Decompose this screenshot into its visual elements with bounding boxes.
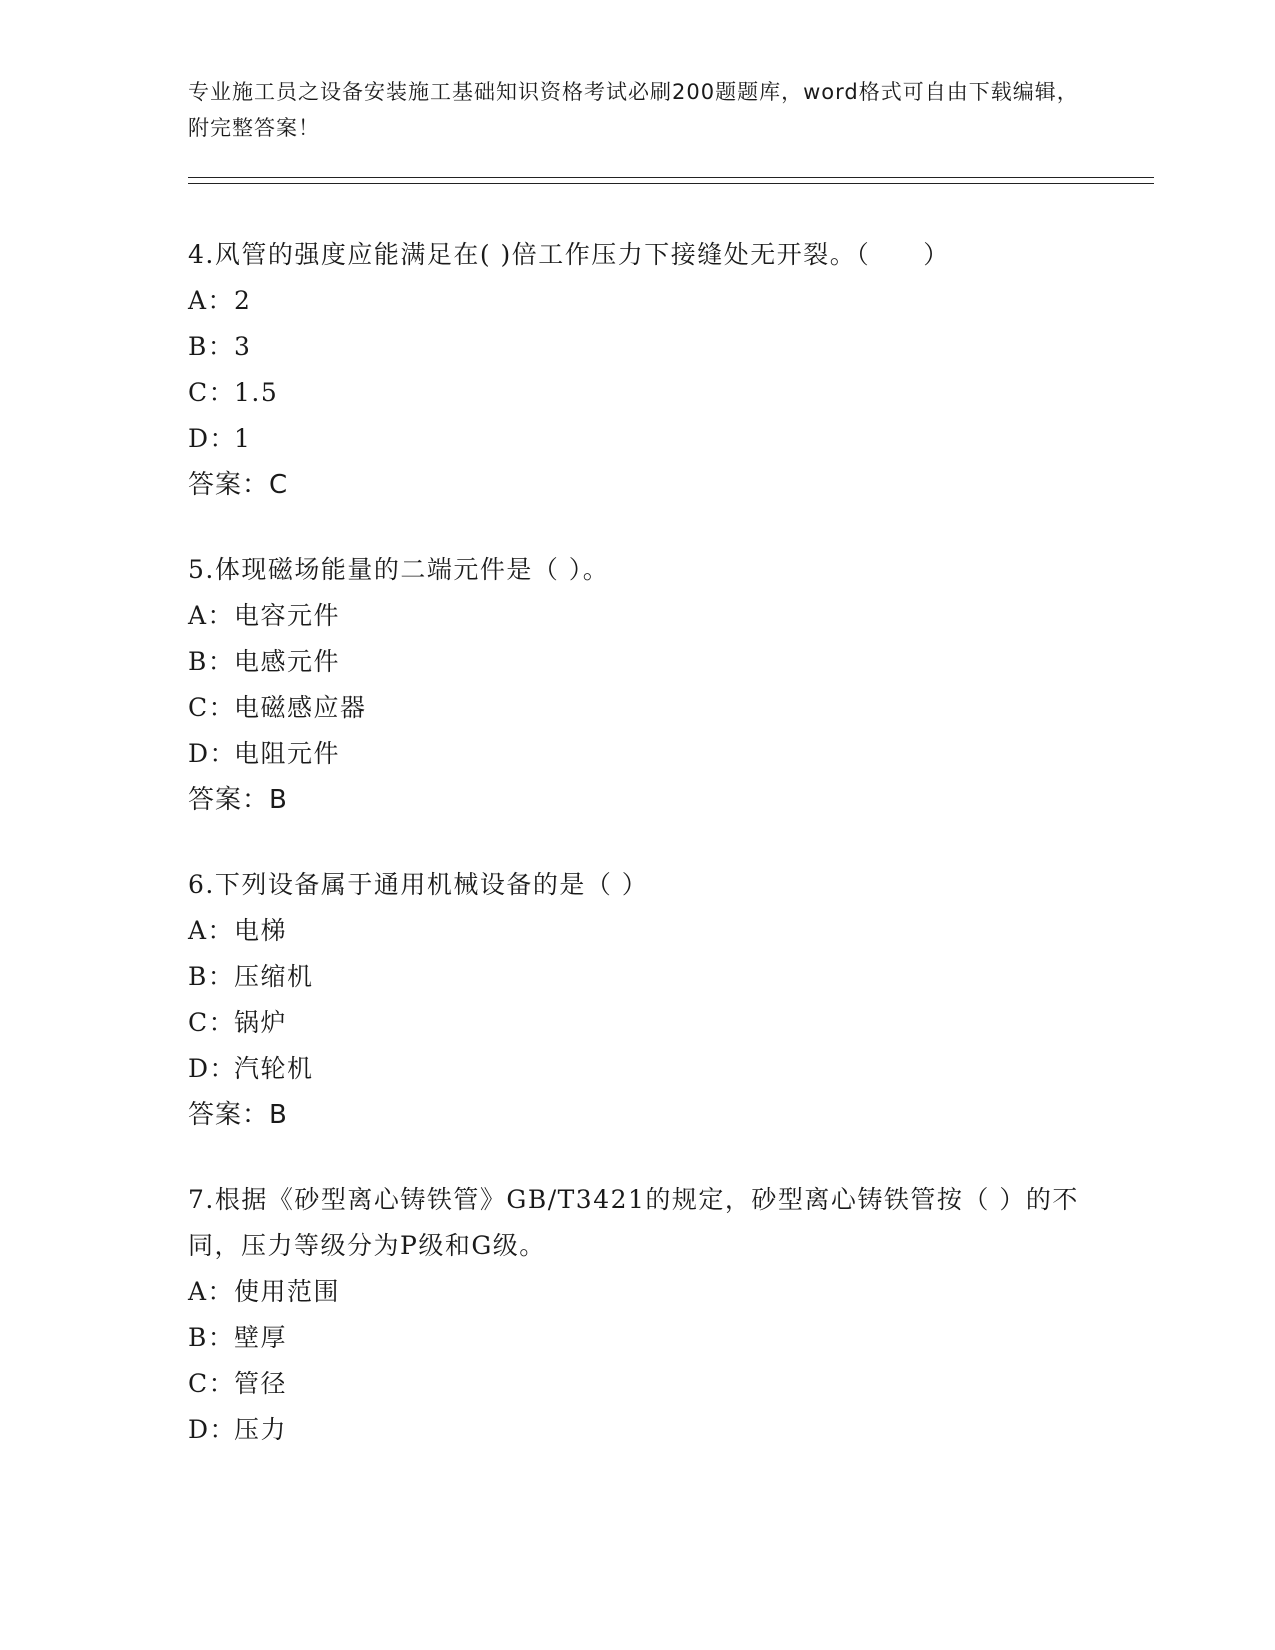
option-key: B：: [188, 332, 235, 361]
question-item: [188, 547, 1088, 823]
option-key: A：: [188, 601, 235, 630]
option-value: 电阻元件: [234, 739, 341, 768]
document-header: 专业施工员之设备安装施工基础知识资格考试必刷200题题库，word格式可自由下载编辑，附完整答案！: [188, 80, 1079, 140]
option-c: [188, 370, 1088, 416]
option-a: [188, 278, 1088, 324]
question-list: [188, 232, 1088, 1492]
option-d: [188, 416, 1088, 462]
option-a: [188, 908, 1088, 954]
option-value: 锅炉: [234, 1008, 288, 1037]
option-key: C：: [188, 378, 236, 407]
question-text: 4.风管的强度应能满足在( )倍工作压力下接缝处无开裂。（ ）: [188, 240, 950, 269]
option-value: 管径: [234, 1369, 288, 1398]
option-value: 1.5: [234, 378, 279, 407]
option-value: 壁厚: [234, 1323, 288, 1352]
option-key: C：: [188, 693, 236, 722]
option-value: 1: [234, 424, 252, 453]
header-rule-top: [188, 177, 1154, 178]
option-value: 电梯: [234, 916, 288, 945]
question-item: [188, 232, 1088, 508]
header-rule-bottom: [188, 183, 1154, 184]
option-a: [188, 1269, 1088, 1315]
option-key: D：: [188, 424, 237, 453]
option-key: D：: [188, 739, 237, 768]
option-value: 电磁感应器: [234, 693, 367, 722]
option-key: B：: [188, 1323, 235, 1352]
answer-text: 答案：B: [188, 785, 288, 815]
option-b: [188, 1315, 1088, 1361]
option-value: 电容元件: [234, 601, 341, 630]
option-key: B：: [188, 962, 235, 991]
option-key: B：: [188, 647, 235, 676]
option-key: C：: [188, 1008, 236, 1037]
option-d: [188, 1046, 1088, 1092]
option-key: C：: [188, 1369, 236, 1398]
option-value: 汽轮机: [234, 1054, 314, 1083]
option-c: [188, 685, 1088, 731]
option-d: [188, 731, 1088, 777]
option-key: A：: [188, 286, 235, 315]
option-b: [188, 639, 1088, 685]
option-value: 3: [234, 332, 252, 361]
option-b: [188, 954, 1088, 1000]
option-value: 电感元件: [234, 647, 341, 676]
option-d: [188, 1407, 1088, 1453]
option-value: 压缩机: [234, 962, 314, 991]
option-key: A：: [188, 1277, 235, 1306]
option-c: [188, 1361, 1088, 1407]
option-key: A：: [188, 916, 235, 945]
option-value: 压力: [234, 1415, 288, 1444]
question-text: 6.下列设备属于通用机械设备的是（ ）: [188, 870, 649, 899]
question-text: 5.体现磁场能量的二端元件是（ ）。: [188, 555, 610, 584]
option-b: [188, 324, 1088, 370]
question-item: [188, 1177, 1088, 1453]
question-text: 7.根据《砂型离心铸铁管》GB/T3421的规定，砂型离心铸铁管按（ ）的不同，压力等级分为P级和G级。: [188, 1185, 1079, 1260]
answer-text: 答案：B: [188, 1100, 288, 1130]
option-a: [188, 593, 1088, 639]
option-value: 使用范围: [234, 1277, 341, 1306]
option-c: [188, 1000, 1088, 1046]
question-item: [188, 862, 1088, 1138]
answer-text: 答案：C: [188, 470, 289, 500]
option-value: 2: [234, 286, 252, 315]
option-key: D：: [188, 1054, 237, 1083]
option-key: D：: [188, 1415, 237, 1444]
